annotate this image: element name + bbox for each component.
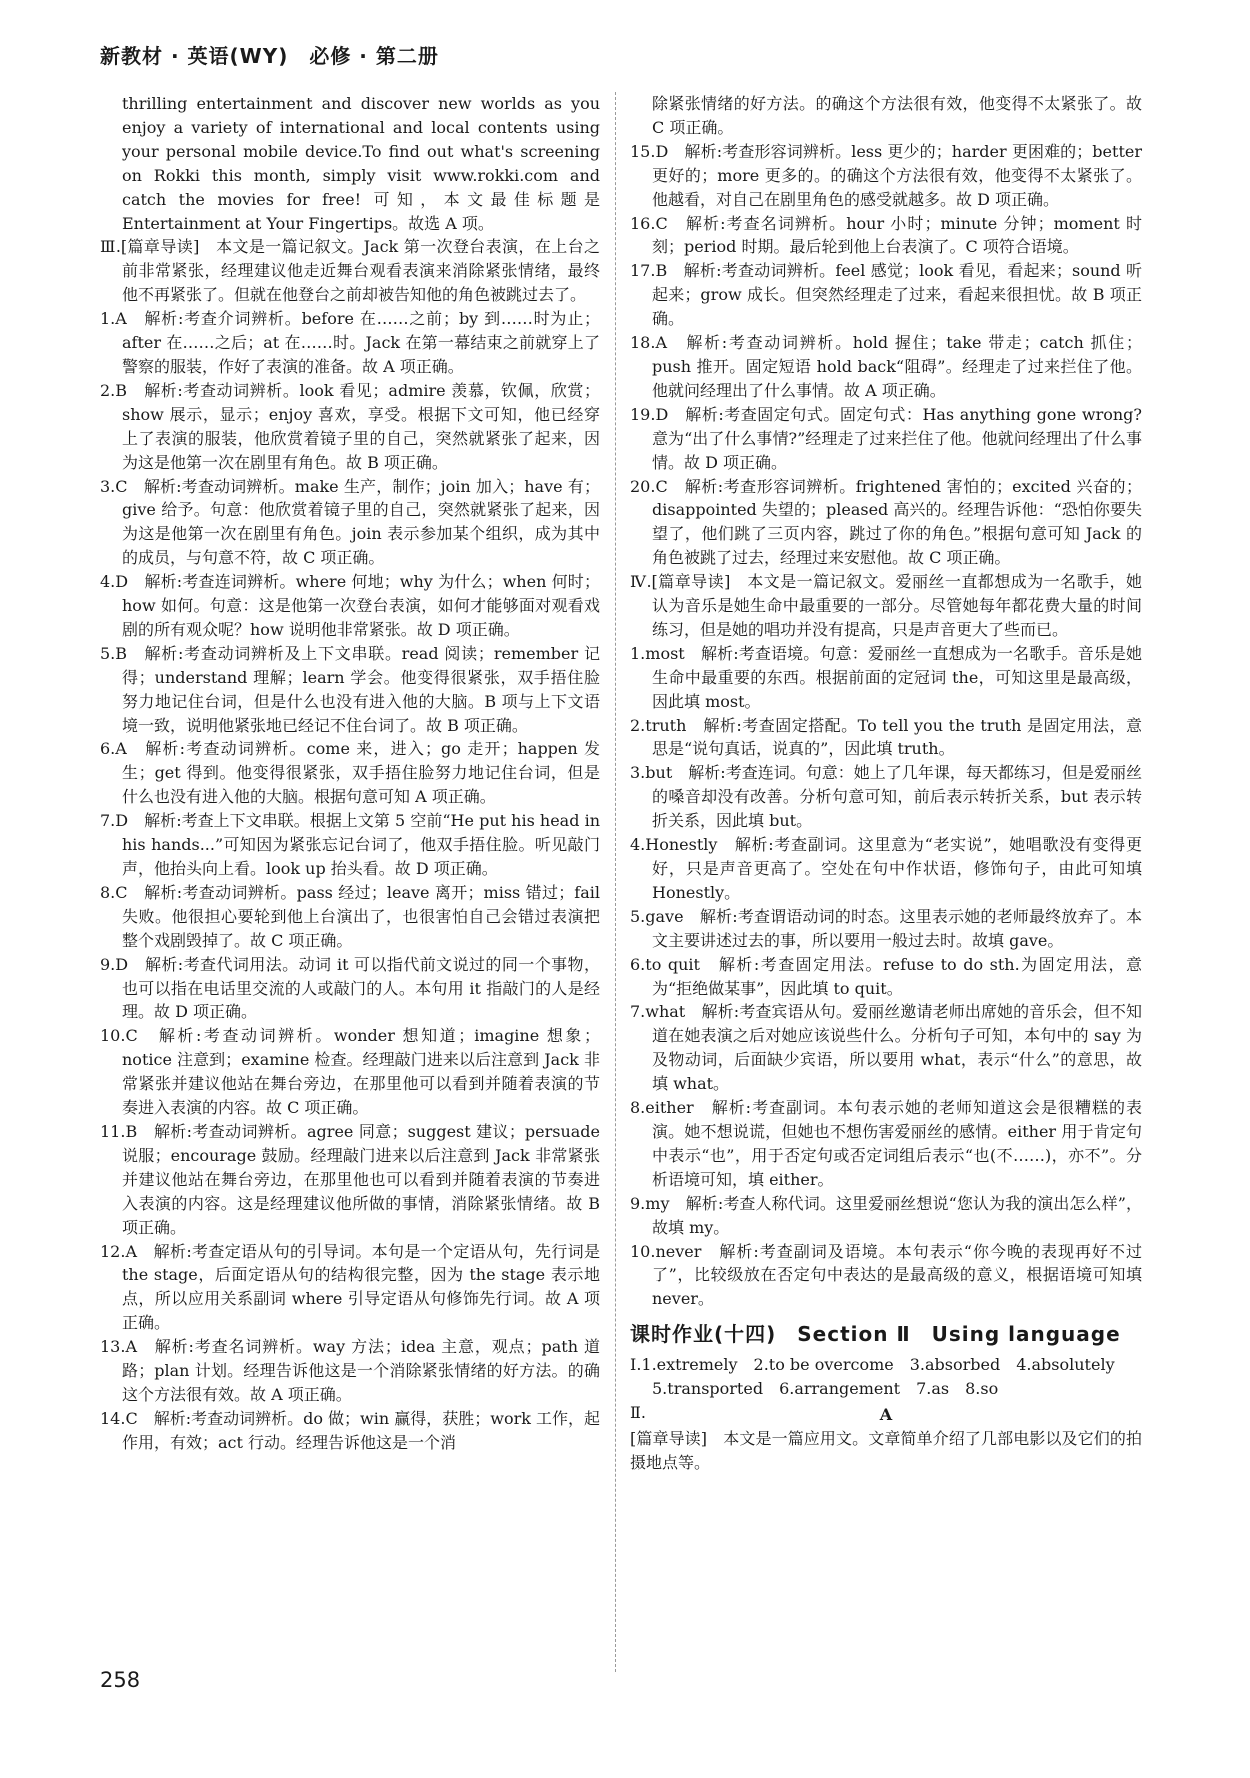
paragraph: 19.D 解析:考查固定句式。固定句式：Has anything gone wrong? 意为“出了什么事情?”经理走了过来拦住了他。他就问经理出了什么事情。故 D 项正确。: [630, 404, 1142, 472]
part2-guide: [篇章导读] 本文是一篇应用文。文章简单介绍了几部电影以及它们的拍摄地点等。: [630, 1428, 1142, 1472]
paragraph: 7.D 解析:考查上下文串联。根据上文第 5 空前“He put his head in his hands...”可知因为紧张忘记台词了，他双手捂住脸。听见敲门声，他抬头向上看。look up 抬头看。故 D 项正确。: [100, 811, 600, 878]
paragraph: 4.D 解析:考查连词辨析。where 何地；why 为什么；when 何时；how 如何。句意：这是他第一次登台表演，如何才能够面对观看戏剧的所有观众呢？how 说明他非常紧张。故 D 项正确。: [100, 572, 600, 639]
paragraph: 3.but 解析:考查连词。句意：她上了几年课，每天都练习，但是爱丽丝的嗓音却没有改善。分析句意可知，前后表示转折关系，but 表示转折关系，因此填 but。: [630, 763, 1142, 831]
paragraph: 12.A 解析:考查定语从句的引导词。本句是一个定语从句，先行词是 the stage，后面定语从句的结构很完整，因为 the stage 表示地点，所以应用关系副词 where 引导定语从句修饰先行词。故 A 项正确。: [100, 1241, 600, 1333]
paragraph: 10.never 解析:考查副词及语境。本句表示“你今晚的表现再好不过了”，比较级放在否定句中表达的是最高级的意义，根据语境可知填 never。: [630, 1241, 1142, 1309]
paragraph: 3.C 解析:考查动词辨析。make 生产，制作；join 加入；have 有；give 给予。句意：他欣赏着镜子里的自己，突然就紧张了起来，因为这是他第一次在剧里有角色。join 表示参加某个组织，成为其中的成员，与句意不符，故 C 项正确。: [100, 476, 600, 568]
paragraph: thrilling entertainment and discover new worlds as you enjoy a variety of international and local contents using your personal mobile device.To find out what's screening on Rokki this month, simply visit www.rokki.com and catch the movies for free! 可知，本文最佳标题是 Entertainment at Your Fingertips。故选 A 项。: [122, 94, 600, 233]
paragraph: 13.A 解析:考查名词辨析。way 方法；idea 主意，观点；path 道路；plan 计划。经理告诉他这是一个消除紧张情绪的好方法。的确这个方法很有效。故 A 项正确。: [100, 1337, 600, 1404]
page-header: 新教材 · 英语(WY) 必修 · 第二册: [100, 44, 439, 68]
paragraph: 8.C 解析:考查动词辨析。pass 经过；leave 离开；miss 错过；fail 失败。他很担心要轮到他上台演出了，也很害怕自己会错过表演把整个戏剧毁掉了。故 C 项正确。: [100, 882, 600, 950]
section-answers: [630, 1353, 1142, 1401]
paragraph: Ⅳ.[篇章导读] 本文是一篇记叙文。爱丽丝一直都想成为一名歌手，她认为音乐是她生命中最重要的一部分。尽管她每年都花费大量的时间练习，但是她的唱功并没有提高，只是声音更大了些而已。: [630, 572, 1142, 639]
paragraph: 2.B 解析:考查动词辨析。look 看见；admire 羡慕，钦佩，欣赏；show 展示，显示；enjoy 喜欢，享受。根据下文可知，他已经穿上了表演的服装，他欣赏着镜子里的自己，突然就紧张了起来，因为这是他第一次在剧里有角色。故 B 项正确。: [100, 380, 600, 472]
paragraph: 7.what 解析:考查宾语从句。爱丽丝邀请老师出席她的音乐会，但不知道在她表演之后对她应该说些什么。分析句子可知，本句中的 say 为及物动词，后面缺少宾语，所以要用 what，表示“什么”的意思，故填 what。: [630, 1002, 1142, 1094]
paragraph: 8.either 解析:考查副词。本句表示她的老师知道这会是很糟糕的表演。她不想说谎，但她也不想伤害爱丽丝的感情。either 用于肯定句中表示“也”，用于否定句或否定词组后表示“也(不……)，亦不”。分析语境可知，填 either。: [630, 1098, 1142, 1189]
right-answers: [630, 92, 1142, 1311]
paragraph: 1.most 解析:考查语境。句意：爱丽丝一直想成为一名歌手。音乐是她生命中最重要的东西。根据前面的定冠词 the，可知这里是最高级，因此填 most。: [630, 643, 1142, 711]
paragraph: 11.B 解析:考查动词辨析。agree 同意；suggest 建议；persuade 说服；encourage 鼓励。经理敲门进来以后注意到 Jack 非常紧张并建议他站在舞台旁边，在那里他也可以看到并随着表演的节奏进入表演的内容。这是经理建议他所做的事情，消除紧张情绪。故 B 项正确。: [100, 1121, 600, 1237]
part2-label: Ⅱ.: [630, 1402, 646, 1422]
left-column: [100, 92, 600, 1455]
paragraph: Ⅰ.1.extremely 2.to be overcome 3.absorbed 4.absolutely: [630, 1355, 1115, 1375]
page-number: 258: [100, 1668, 141, 1692]
paragraph: Ⅲ.[篇章导读] 本文是一篇记叙文。Jack 第一次登台表演，在上台之前非常紧张，经理建议他走近舞台观看表演来消除紧张情绪，最终他不再紧张了。但就在他登台之前却被告知他的角色被跳过去了。: [100, 237, 600, 305]
right-column: [630, 92, 1142, 1475]
paragraph: 4.Honestly 解析:考查副词。这里意为“老实说”，她唱歌没有变得更好，只是声音更高了。空处在句中作状语，修饰句子，由此可知填 Honestly。: [630, 835, 1142, 902]
paragraph: 1.A 解析:考查介词辨析。before 在……之前；by 到……时为止；after 在……之后；at 在……时。Jack 在第一幕结束之前就穿上了警察的服装，作好了表演的准备。故 A 项正确。: [100, 309, 600, 376]
paragraph: 5.transported 6.arrangement 7.as 8.so: [652, 1379, 999, 1399]
paragraph: 20.C 解析:考查形容词辨析。frightened 害怕的；excited 兴奋的；disappointed 失望的；pleased 高兴的。经理告诉他：“恐怕你要失望了，他们跳了三页内容，跳过了你的角色。”根据句意可知 Jack 的角色被跳了过去，经理过来安慰他。故 C 项正确。: [630, 476, 1142, 568]
paragraph: 10.C 解析:考查动词辨析。wonder 想知道；imagine 想象；notice 注意到；examine 检查。经理敲门进来以后注意到 Jack 非常紧张并建议他站在舞台旁边，在那里他可以看到并随着表演的节奏进入表演的内容。故 C 项正确。: [100, 1026, 600, 1118]
paragraph: 18.A 解析:考查动词辨析。hold 握住；take 带走；catch 抓住；push 推开。固定短语 hold back“阻碍”。经理走了过来拦住了他。他就问经理出了什么事情。故 A 项正确。: [630, 333, 1142, 400]
paragraph: 2.truth 解析:考查固定搭配。To tell you the truth 是固定用法，意思是“说句真话，说真的”，因此填 truth。: [630, 715, 1142, 759]
paragraph: 5.B 解析:考查动词辨析及上下文串联。read 阅读；remember 记得；understand 理解；learn 学会。他变得很紧张，双手捂住脸努力地记住台词，但是什么也没有进入他的大脑。B 项与上下文语境一致，说明他紧张地已经记不住台词了。故 B 项正确。: [100, 643, 600, 735]
part2-a-label: A: [879, 1404, 893, 1424]
paragraph: 9.my 解析:考查人称代词。这里爱丽丝想说“您认为我的演出怎么样”，故填 my。: [630, 1193, 1142, 1237]
paragraph: 6.to quit 解析:考查固定用法。refuse to do sth.为固定用法，意为“拒绝做某事”，因此填 to quit。: [630, 954, 1142, 998]
column-divider: [615, 92, 616, 1672]
paragraph: 9.D 解析:考查代词用法。动词 it 可以指代前文说过的同一个事物，也可以指在电话里交流的人或敲门的人。本句用 it 指敲门的人是经理。故 D 项正确。: [100, 954, 600, 1022]
paragraph: 16.C 解析:考查名词辨析。hour 小时；minute 分钟；moment 时刻；period 时期。最后轮到他上台表演了。C 项符合语境。: [630, 213, 1142, 257]
paragraph: 6.A 解析:考查动词辨析。come 来，进入；go 走开；happen 发生；get 得到。他变得很紧张，双手捂住脸努力地记住台词，但是什么也没有进入他的大脑。根据句意可知 A 项正确。: [100, 739, 600, 807]
paragraph: 14.C 解析:考查动词辨析。do 做；win 赢得，获胜；work 工作，起作用，有效；act 行动。经理告诉他这是一个消: [100, 1408, 601, 1452]
paragraph: 15.D 解析:考查形容词辨析。less 更少的；harder 更困难的；better 更好的；more 更多的。的确这个方法很有效，他变得不太紧张了。他越看，对自己在剧里角色的感受就越多。故 D 项正确。: [630, 141, 1142, 209]
paragraph: 除紧张情绪的好方法。的确这个方法很有效，他变得不太紧张了。故 C 项正确。: [652, 94, 1142, 137]
paragraph: 17.B 解析:考查动词辨析。feel 感觉；look 看见，看起来；sound 听起来；grow 成长。但突然经理走了过来，看起来很担忧。故 B 项正确。: [630, 261, 1142, 329]
paragraph: 5.gave 解析:考查谓语动词的时态。这里表示她的老师最终放弃了。本文主要讲述过去的事，所以要用一般过去时。故填 gave。: [630, 906, 1142, 950]
section-title: 课时作业(十四) Section Ⅱ Using language: [630, 1322, 1121, 1347]
